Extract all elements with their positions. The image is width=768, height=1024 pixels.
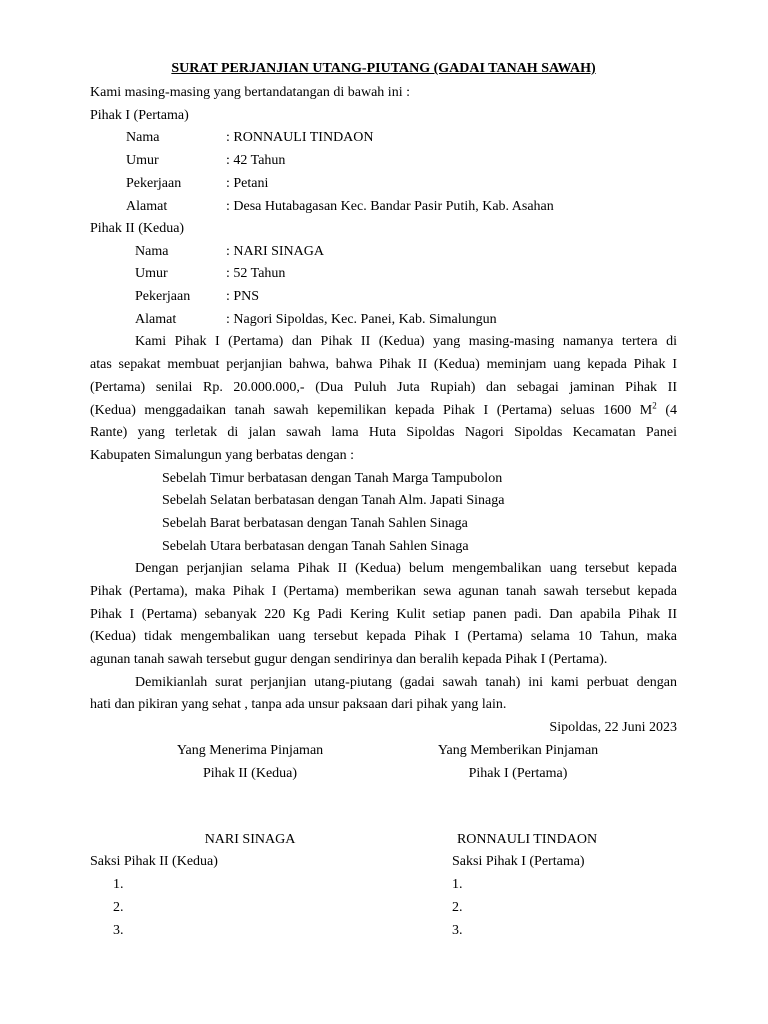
signature-right-party: Pihak I (Pertama) — [468, 766, 568, 781]
para1-line: Kabupaten Simalungun yang berbatas dengan : — [90, 448, 354, 463]
witness-right-item: 1. — [452, 877, 463, 892]
signature-left-party: Pihak II (Kedua) — [202, 766, 298, 781]
superscript-2: 2 — [652, 400, 657, 411]
boundary-south: Sebelah Selatan berbatasan dengan Tanah Alm. Japati Sinaga — [162, 493, 505, 508]
pihak1-job-value: : Petani — [226, 176, 269, 191]
signature-left-role: Yang Menerima Pinjaman — [176, 743, 324, 758]
pihak2-name-value: : NARI SINAGA — [226, 244, 324, 259]
para2-line: (Kedua) tidak mengembalikan uang tersebut kepada Pihak I (Pertama) selama 10 Tahun, maka — [90, 629, 677, 644]
document-title: SURAT PERJANJIAN UTANG-PIUTANG (GADAI TANAH SAWAH) — [171, 61, 596, 76]
para2-line: Pihak I (Pertama) sebanyak 220 Kg Padi Kering Kulit setiap panen padi. Dan apabila Pihak II — [90, 607, 677, 622]
pihak1-address-value: : Desa Hutabagasan Kec. Bandar Pasir Putih, Kab. Asahan — [226, 199, 554, 214]
boundary-west: Sebelah Barat berbatasan dengan Tanah Sahlen Sinaga — [162, 516, 468, 531]
witness-left-heading: Saksi Pihak II (Kedua) — [90, 854, 218, 869]
pihak1-heading: Pihak I (Pertama) — [90, 108, 189, 123]
para1-line: Rante) yang terletak di jalan sawah lama Huta Sipoldas Nagori Sipoldas Kecamatan Panei — [90, 425, 677, 440]
pihak2-age-value: : 52 Tahun — [226, 266, 286, 281]
pihak2-heading: Pihak II (Kedua) — [90, 221, 185, 236]
pihak1-age-label: Umur — [126, 153, 159, 168]
boundary-east: Sebelah Timur berbatasan dengan Tanah Marga Tampubolon — [162, 471, 503, 486]
pihak1-name-label: Nama — [126, 130, 160, 145]
witness-right-item: 3. — [452, 923, 463, 938]
intro-text: Kami masing-masing yang bertandatangan di bawah ini : — [90, 85, 410, 100]
pihak1-name-value: : RONNAULI TINDAON — [226, 130, 374, 145]
pihak2-age-label: Umur — [135, 266, 168, 281]
para2-line: Pihak (Pertama), maka Pihak I (Pertama) memberikan sewa agunan tanah sawah tersebut kepada — [90, 584, 677, 599]
pihak2-job-label: Pekerjaan — [135, 289, 191, 304]
para1-line: Kami Pihak I (Pertama) dan Pihak II (Kedua) yang masing-masing namanya tertera di — [135, 334, 677, 349]
pihak2-job-value: : PNS — [226, 289, 260, 304]
pihak2-address-value: : Nagori Sipoldas, Kec. Panei, Kab. Simalungun — [226, 312, 497, 327]
witness-left-item: 1. — [113, 877, 124, 892]
pihak2-name-label: Nama — [135, 244, 169, 259]
signature-right-name: RONNAULI TINDAON — [456, 832, 598, 847]
para1-line4-text: (Kedua) menggadaikan tanah sawah kepemilikan kepada Pihak I (Pertama) seluas 1600 M — [90, 403, 653, 418]
para1-line: atas sepakat membuat perjanjian bahwa, bahwa Pihak II (Kedua) meminjam uang kepada Pihak I — [90, 357, 677, 372]
boundary-north: Sebelah Utara berbatasan dengan Tanah Sahlen Sinaga — [162, 539, 469, 554]
para3-line: hati dan pikiran yang sehat , tanpa ada unsur paksaan dari pihak yang lain. — [90, 697, 507, 712]
pihak1-address-label: Alamat — [126, 199, 168, 214]
para2-line: agunan tanah sawah tersebut gugur dengan sendirinya dan beralih kepada Pihak I (Pertama). — [90, 652, 608, 667]
witness-left-item: 3. — [113, 923, 124, 938]
signature-right-role: Yang Memberikan Pinjaman — [437, 743, 599, 758]
para2-line: Dengan perjanjian selama Pihak II (Kedua) belum mengembalikan uang tersebut kepada — [135, 561, 677, 576]
pihak1-age-value: : 42 Tahun — [226, 153, 286, 168]
pihak2-address-label: Alamat — [135, 312, 177, 327]
para1-line — [90, 402, 677, 420]
witness-right-heading: Saksi Pihak I (Pertama) — [452, 854, 585, 869]
para1-line: (Pertama) senilai Rp. 20.000.000,- (Dua Puluh Juta Rupiah) dan sebagai jaminan Pihak II — [90, 380, 677, 395]
para1-line4-tail: (4 — [656, 403, 677, 418]
pihak1-job-label: Pekerjaan — [126, 176, 182, 191]
document-date: Sipoldas, 22 Juni 2023 — [549, 720, 677, 735]
witness-right-item: 2. — [452, 900, 463, 915]
para3-line: Demikianlah surat perjanjian utang-piutang (gadai sawah tanah) ini kami perbuat dengan — [135, 675, 677, 690]
signature-left-name: NARI SINAGA — [204, 832, 296, 847]
witness-left-item: 2. — [113, 900, 124, 915]
